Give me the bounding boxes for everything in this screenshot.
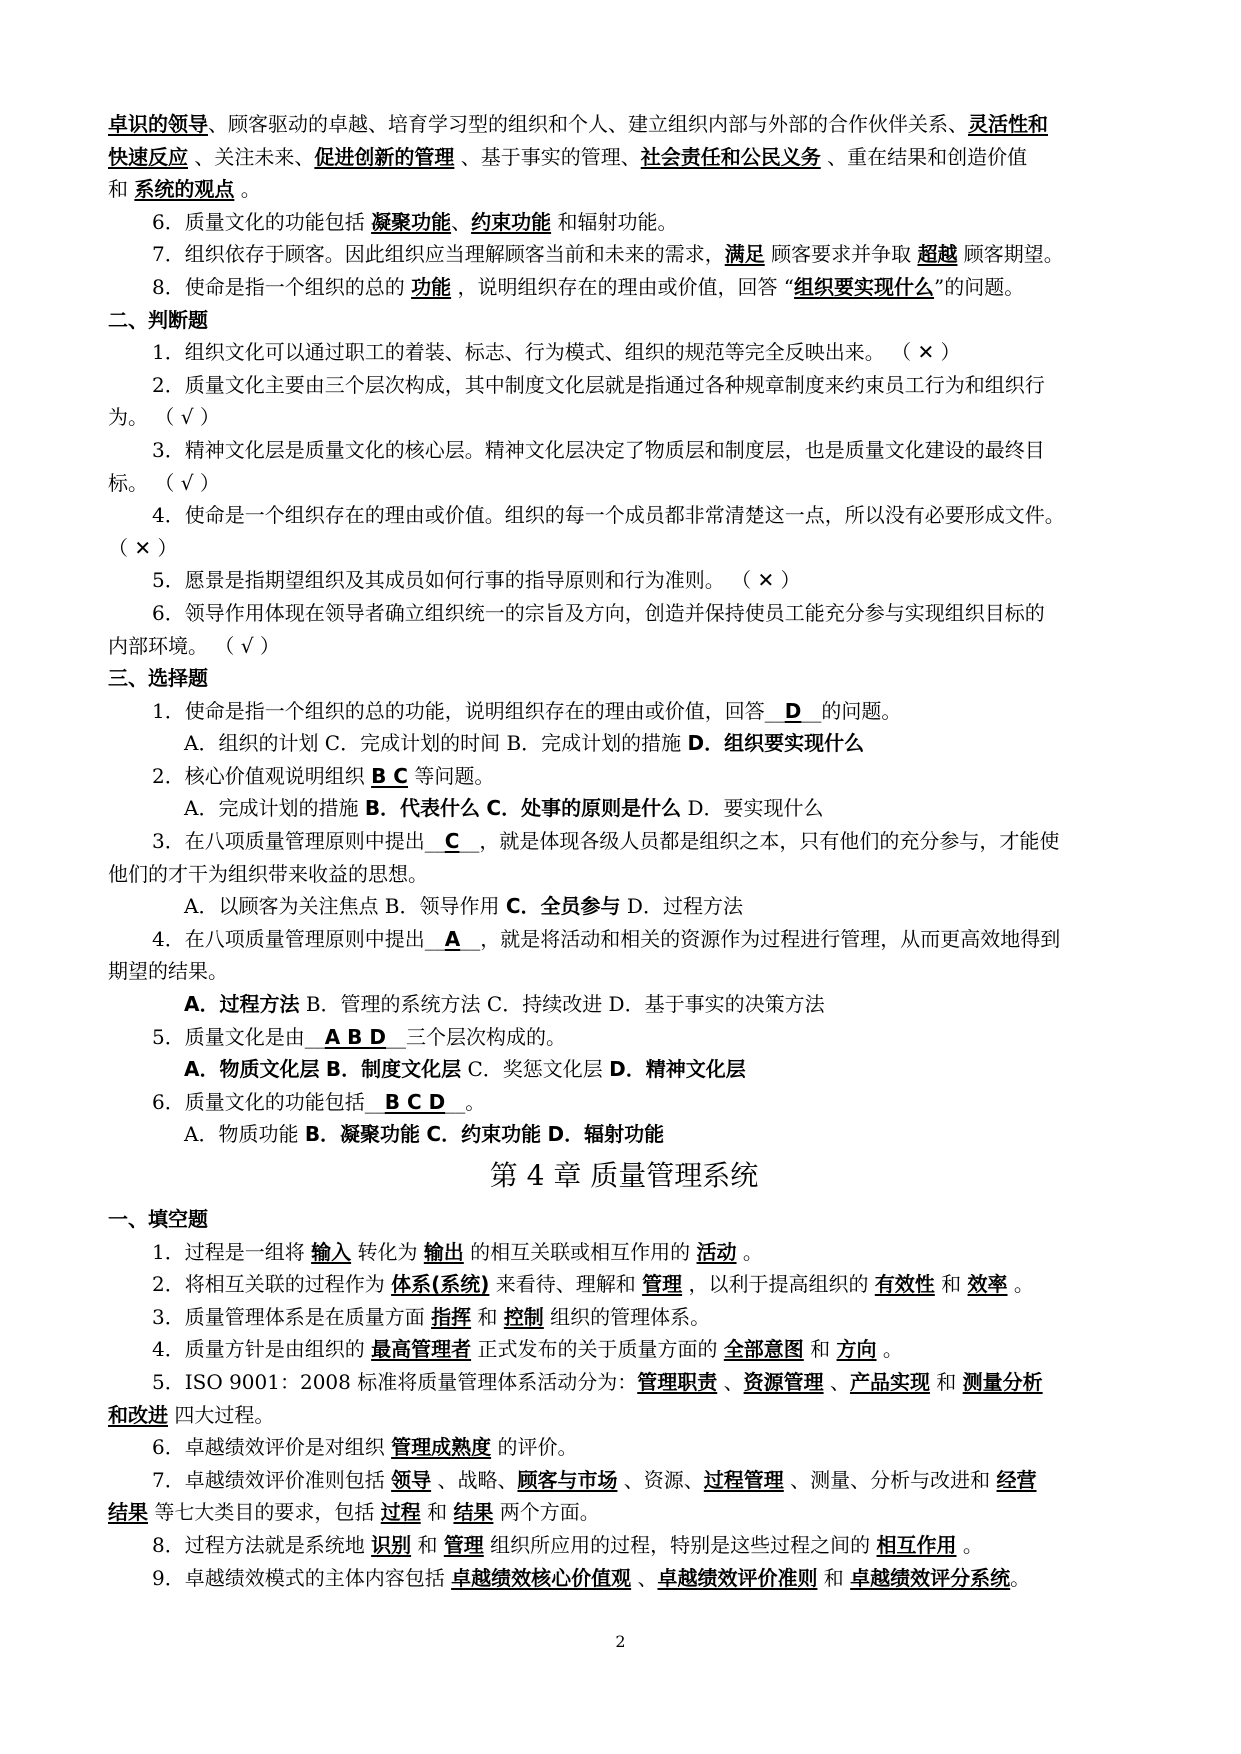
answer-text: 方向 [836, 1337, 877, 1362]
text-line [108, 630, 1140, 663]
correct-option: B．代表什么 [364, 796, 481, 821]
line-text: D．要实现什么 [681, 796, 824, 821]
answer-text: 系统的观点 [134, 177, 235, 202]
correct-option: C．全员参与 [505, 894, 621, 919]
line-text: 5．ISO 9001：2008 标准将质量管理体系活动分为： [152, 1369, 638, 1394]
page-number: 2 [615, 1632, 626, 1651]
line-text: __。 [445, 1089, 486, 1114]
line-text: 、 [717, 1369, 744, 1394]
line-text: A．物质功能 [184, 1122, 305, 1147]
text-line [108, 108, 1140, 141]
text-line [108, 1529, 1140, 1562]
text-line [108, 206, 1140, 239]
line-text: __，就是体现各级人员都是组织之本，只有他们的充分参与，才能使 [459, 829, 1060, 854]
text-line [108, 1431, 1140, 1464]
text-line [108, 955, 1140, 988]
line-text: ，以利于提高组织的 [682, 1272, 875, 1297]
line-text: 和 [934, 1272, 968, 1297]
text-line [108, 1333, 1140, 1366]
line-text: 组织的管理体系。 [543, 1304, 711, 1329]
answer-text: 凝聚功能 [371, 209, 452, 234]
text-line [108, 238, 1140, 271]
line-text: 、测量、分析与改进和 [783, 1467, 997, 1492]
line-text: 期望的结果。 [108, 959, 228, 984]
answer-text: 过程管理 [703, 1467, 784, 1492]
line-text: 5．愿景是指期望组织及其成员如何行事的指导原则和行为准则。 （ ✕ ） [152, 568, 801, 593]
line-text: 4．质量方针是由组织的 [152, 1337, 372, 1362]
line-text: 标。 （ √ ） [108, 470, 220, 495]
text-line [108, 1399, 1140, 1432]
line-text: 和 [411, 1532, 444, 1557]
text-line [108, 792, 1140, 825]
judge-section [108, 336, 1140, 662]
answer-text: 全部意图 [723, 1337, 804, 1362]
text-line [108, 597, 1140, 630]
line-text: 四大过程。 [168, 1402, 275, 1427]
text-line [108, 336, 1140, 369]
line-text: 和 [420, 1500, 454, 1525]
answer-text: 卓识的领导 [108, 112, 208, 136]
answer-text: B C [371, 763, 408, 788]
line-text: 3．在八项质量管理原则中提出__ [152, 829, 445, 854]
line-text: 。 [736, 1239, 763, 1264]
answer-text: 管理 [443, 1532, 484, 1557]
answer-text: 结果 [453, 1500, 494, 1525]
text-line [108, 890, 1140, 923]
line-text: 6．质量文化的功能包括__ [152, 1089, 385, 1114]
line-text: 5．质量文化是由__ [152, 1024, 325, 1049]
answer-text: 和改进 [108, 1402, 168, 1427]
answer-text: A [444, 926, 461, 951]
correct-option: C．约束功能 [426, 1122, 542, 1147]
answer-text: 功能 [411, 274, 452, 299]
line-text: 、 [451, 209, 472, 234]
text-line [108, 760, 1140, 793]
text-line [108, 825, 1140, 858]
answer-text: A B D [324, 1024, 386, 1049]
line-text: 1．使命是指一个组织的总的功能，说明组织存在的理由或价值，回答__ [152, 698, 785, 723]
line-text: __，就是将活动和相关的资源作为过程进行管理，从而更高效地得到 [460, 926, 1061, 951]
answer-text: 卓越绩效评价准则 [657, 1565, 818, 1590]
section-title-fill: 一、填空题 [108, 1207, 208, 1231]
answer-text: 社会责任和公民义务 [640, 144, 821, 169]
line-text: 转化为 [351, 1239, 424, 1264]
line-text: B．管理的系统方法 C．持续改进 D．基于事实的决策方法 [299, 992, 825, 1017]
text-line [108, 173, 1140, 206]
answer-text: 领导 [391, 1467, 432, 1492]
line-text: 2．将相互关联的过程作为 [152, 1272, 392, 1297]
text-line [108, 1086, 1140, 1119]
section-title-choice: 三、选择题 [108, 666, 208, 691]
correct-option: B．制度文化层 [325, 1057, 462, 1082]
text-line [108, 141, 1140, 174]
line-text: 7．组织依存于顾客。因此组织应当理解顾客当前和未来的需求， [152, 242, 725, 267]
line-text: （ ✕ ） [108, 535, 178, 560]
text-line [108, 401, 1140, 434]
answer-text: 输入 [311, 1239, 352, 1264]
line-text: 顾客要求并争取 [764, 242, 918, 267]
answer-text: 有效性 [874, 1272, 935, 1297]
text-line [108, 695, 1140, 728]
line-text: 正式发布的关于质量方面的 [471, 1337, 724, 1362]
line-text: 和 [929, 1369, 963, 1394]
line-text: 。 [956, 1532, 983, 1557]
answer-text: 识别 [371, 1532, 412, 1557]
line-text: 、重在结果和创造价值 [820, 144, 1028, 169]
line-text: 等问题。 [407, 763, 495, 788]
line-text: 3．精神文化层是质量文化的核心层。精神文化层决定了物质层和制度层，也是质量文化建设的最终目 [152, 437, 1045, 462]
answer-text: 卓越绩效评分系统 [850, 1565, 1011, 1590]
line-text: A．以顾客为关注焦点 B．领导作用 [184, 894, 506, 919]
line-text: 的相互关联或相互作用的 [463, 1239, 697, 1264]
answer-text: B C D [384, 1089, 446, 1114]
line-text: 6．质量文化的功能包括 [152, 209, 372, 234]
line-text: 和 [108, 177, 135, 202]
line-text: 两个方面。 [493, 1500, 600, 1525]
line-text: 8．使命是指一个组织的总的 [152, 274, 412, 299]
text-line [108, 858, 1140, 891]
line-text: 2．质量文化主要由三个层次构成，其中制度文化层就是指通过各种规章制度来约束员工行为和组织行 [152, 372, 1045, 397]
correct-option: A．物质文化层 [184, 1057, 320, 1082]
line-text: A．完成计划的措施 [184, 796, 365, 821]
text-line [108, 1118, 1140, 1151]
text-line [108, 369, 1140, 402]
line-text: 1．组织文化可以通过职工的着装、标志、行为模式、组织的规范等完全反映出来。 （ ✕ ） [152, 340, 961, 365]
document-page [108, 108, 1140, 1594]
line-text: 来看待、理解和 [489, 1272, 643, 1297]
line-text: 。 [1007, 1272, 1034, 1297]
answer-text: 促进创新的管理 [314, 144, 455, 169]
answer-text: 管理 [642, 1272, 683, 1297]
line-text: 、战略、 [431, 1467, 518, 1492]
answer-text: 经营 [996, 1467, 1037, 1492]
line-text: 、基于事实的管理、 [454, 144, 641, 169]
text-line [108, 1562, 1140, 1595]
line-text: 顾客期望。 [957, 242, 1064, 267]
text-line [108, 271, 1140, 304]
line-text: 等七大类目的要求，包括 [148, 1500, 381, 1525]
answer-text: 组织要实现什么 [794, 274, 935, 299]
line-text: D．过程方法 [620, 894, 743, 919]
text-line [108, 1366, 1140, 1399]
line-text: 6．卓越绩效评价是对组织 [152, 1435, 392, 1460]
line-text: A．组织的计划 C．完成计划的时间 B．完成计划的措施 [184, 731, 688, 756]
correct-option: D．组织要实现什么 [687, 731, 865, 756]
text-line [108, 434, 1140, 467]
line-text: 为。 （ √ ） [108, 405, 220, 430]
line-text: 7．卓越绩效评价准则包括 [152, 1467, 392, 1492]
line-text: 、 [823, 1369, 850, 1394]
text-line [108, 1268, 1140, 1301]
line-text: 。 [876, 1337, 903, 1362]
text-line [108, 532, 1140, 565]
answer-text: 约束功能 [471, 209, 552, 234]
text-line [108, 1301, 1140, 1334]
line-text: 1．过程是一组将 [152, 1239, 312, 1264]
text-line [108, 923, 1140, 956]
line-text: 、资源、 [617, 1467, 704, 1492]
text-line [108, 564, 1140, 597]
line-text: __三个层次构成的。 [385, 1024, 566, 1049]
answer-text: 顾客与市场 [517, 1467, 618, 1492]
answer-text: 最高管理者 [371, 1337, 472, 1362]
answer-text: 满足 [724, 242, 765, 267]
answer-text: 资源管理 [743, 1369, 824, 1394]
answer-text: 效率 [967, 1272, 1008, 1297]
answer-text: 体系(系统) [391, 1272, 490, 1297]
answer-text: 指挥 [431, 1304, 472, 1329]
line-text: 组织所应用的过程，特别是这些过程之间的 [483, 1532, 877, 1557]
answer-text: 相互作用 [876, 1532, 957, 1557]
text-line [108, 1496, 1140, 1529]
line-text: 和 [817, 1565, 851, 1590]
line-text: 和辐射功能。 [551, 209, 678, 234]
text-line [108, 988, 1140, 1021]
line-text: 。 [234, 177, 261, 202]
text-line [108, 1464, 1140, 1497]
answer-text: C [444, 829, 460, 854]
text-line [108, 499, 1140, 532]
text-line [108, 467, 1140, 500]
chapter-title: 第 4 章 质量管理系统 [489, 1159, 759, 1192]
line-text: 和 [471, 1304, 504, 1329]
line-text: 4．在八项质量管理原则中提出__ [152, 926, 445, 951]
line-text: 、 [631, 1565, 658, 1590]
answer-text: 灵活性和 [968, 112, 1048, 136]
answer-text: 控制 [503, 1304, 544, 1329]
answer-text: 管理职责 [637, 1369, 718, 1394]
line-text: C．奖惩文化层 [461, 1057, 610, 1082]
choice-section [108, 695, 1140, 1151]
text-line [108, 1236, 1140, 1269]
answer-text: 管理成熟度 [391, 1435, 492, 1460]
line-text: 9．卓越绩效模式的主体内容包括 [152, 1565, 452, 1590]
correct-option: B．凝聚功能 [304, 1122, 421, 1147]
answer-text: 快速反应 [108, 144, 188, 169]
text-line [108, 1021, 1140, 1054]
section-title-judge: 二、判断题 [108, 307, 208, 332]
answer-text: 测量分析 [962, 1369, 1043, 1394]
correct-option: D．辐射功能 [547, 1122, 665, 1147]
correct-option: A．过程方法 [184, 992, 300, 1017]
line-text: 。 [1010, 1565, 1031, 1590]
answer-text: 结果 [108, 1500, 148, 1525]
answer-text: 活动 [696, 1239, 737, 1264]
line-text: ，说明组织存在的理由或价值，回答 “ [451, 274, 795, 299]
fill-section [108, 1236, 1140, 1595]
line-text: 4．使命是一个组织存在的理由或价值。组织的每一个成员都非常清楚这一点，所以没有必要形成文件。 [152, 503, 1065, 528]
text-line [108, 727, 1140, 760]
correct-option: C．处事的原则是什么 [486, 796, 682, 821]
line-text: __的问题。 [801, 698, 902, 723]
line-text: 和 [803, 1337, 837, 1362]
line-text: 的评价。 [491, 1435, 578, 1460]
line-text: 、顾客驱动的卓越、培育学习型的组织和个人、建立组织内部与外部的合作伙伴关系、 [208, 112, 968, 136]
answer-text: 卓越绩效核心价值观 [451, 1565, 632, 1590]
line-text: 他们的才干为组织带来收益的思想。 [108, 861, 428, 886]
answer-text: 超越 [917, 242, 958, 267]
line-text: 2．核心价值观说明组织 [152, 763, 372, 788]
line-text: ”的问题。 [934, 274, 1025, 299]
line-text: 内部环境。 （ √ ） [108, 633, 280, 658]
answer-text: 过程 [380, 1500, 421, 1525]
line-text: 6．领导作用体现在领导者确立组织统一的宗旨及方向，创造并保持使员工能充分参与实现组织目标的 [152, 600, 1045, 625]
line-text: 8．过程方法就是系统地 [152, 1532, 372, 1557]
text-line [108, 1053, 1140, 1086]
correct-option: D．精神文化层 [609, 1057, 746, 1082]
line-text: 、关注未来、 [188, 144, 315, 169]
answer-text: D [784, 698, 802, 723]
line-text: 3．质量管理体系是在质量方面 [152, 1304, 432, 1329]
answer-text: 输出 [423, 1239, 464, 1264]
answer-text: 产品实现 [849, 1369, 930, 1394]
